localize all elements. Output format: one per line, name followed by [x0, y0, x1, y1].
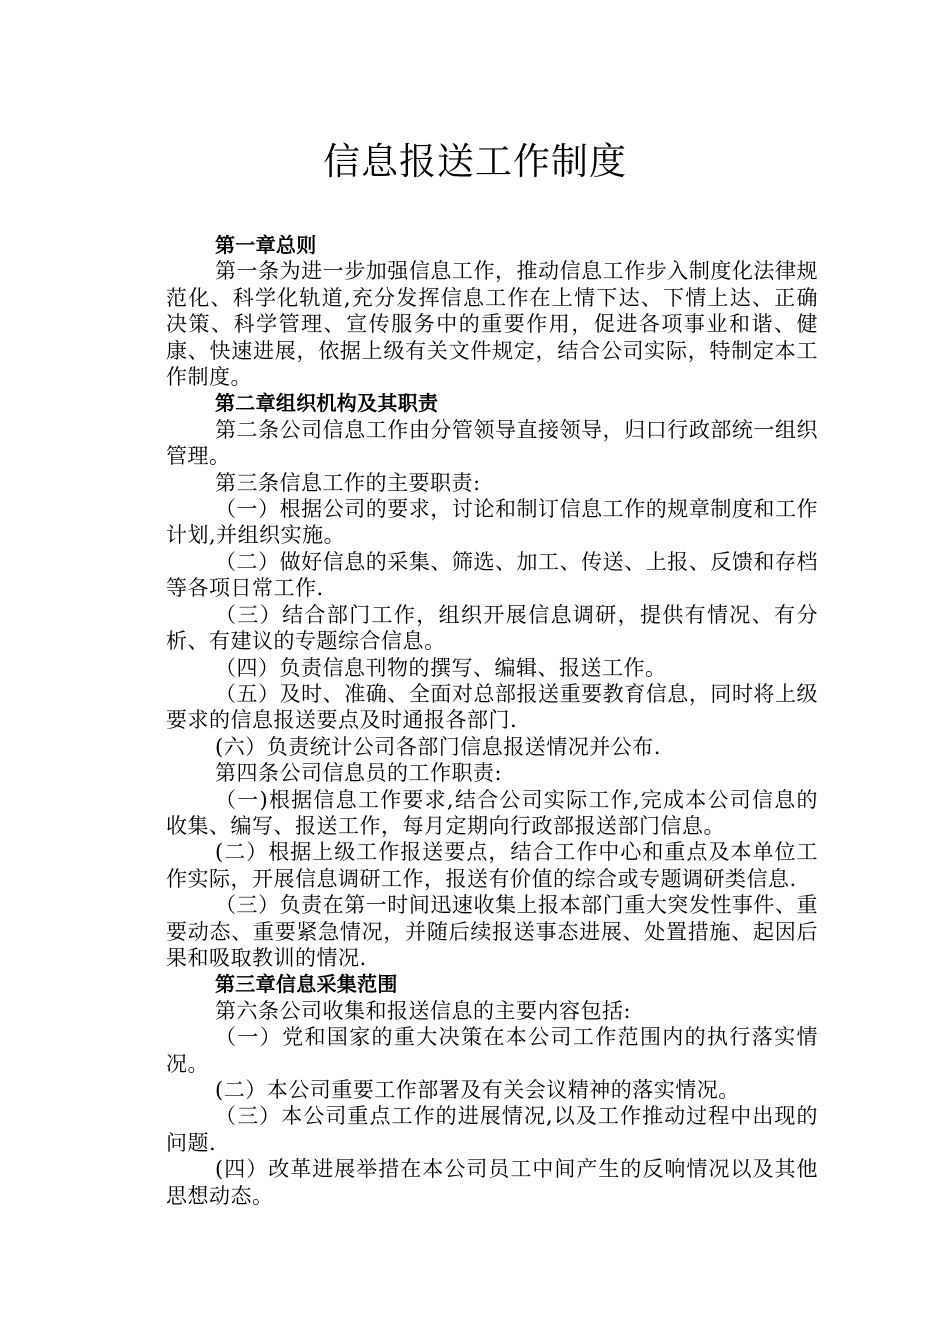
article-6-item-4: (四）改革进展举措在本公司员工中间产生的反响情况以及其他思想动态。: [166, 1157, 818, 1208]
chapter-heading-1: 第一章总则: [215, 233, 317, 257]
article-4-item-3: （三）负责在第一时间迅速收集上报本部门重大突发性事件、重要动态、重要紧急情况，并随后续报送事态进展、处置措施、起因后果和吸取教训的情况.: [166, 893, 818, 970]
article-1: 第一条为进一步加强信息工作，推动信息工作步入制度化法律规范化、科学化轨道,充分发挥信息工作在上情下达、下情上达、正确决策、科学管理、宣传服务中的重要作用，促进各项事业和谐、健康、快速进展，依据上级有关文件规定，结合公司实际，特制定本工作制度。: [166, 259, 818, 390]
article-3: 第三条信息工作的主要职责:: [215, 470, 481, 495]
article-3-item-3: （三）结合部门工作，组织开展信息调研，提供有情况、有分析、有建议的专题综合信息。: [166, 602, 818, 654]
article-6-item-3: （三）本公司重点工作的进展情况,以及工作推动过程中出现的问题.: [166, 1104, 818, 1155]
article-3-item-5: （五）及时、准确、全面对总部报送重要教育信息，同时将上级要求的信息报送要点及时通报各部门.: [166, 681, 818, 733]
document-body: [166, 232, 818, 1209]
article-6: 第六条公司收集和报送信息的主要内容包括:: [215, 998, 632, 1023]
article-4-item-1: （一)根据信息工作要求,结合公司实际工作,完成本公司信息的收集、编写、报送工作，每月定期向行政部报送部门信息。: [166, 787, 818, 838]
article-3-item-6: (六）负责统计公司各部门信息报送情况并公布.: [215, 734, 661, 759]
chapter-heading-3: 第三章信息采集范围: [215, 972, 398, 997]
article-4: 第四条公司信息员的工作职责:: [215, 761, 503, 786]
document-title: 信息报送工作制度: [323, 140, 627, 183]
article-3-item-4: （四）负责信息刊物的撰写、编辑、报送工作。: [215, 655, 667, 680]
article-3-item-2: （二）做好信息的采集、筛选、加工、传送、上报、反馈和存档等各项日常工作.: [166, 549, 818, 601]
article-6-item-2: (二）本公司重要工作部署及有关会议精神的落实情况。: [215, 1078, 740, 1102]
article-2: 第二条公司信息工作由分管领导直接领导，归口行政部统一组织管理。: [166, 417, 818, 469]
article-3-item-1: （一）根据公司的要求，讨论和制订信息工作的规章制度和工作计划,并组织实施。: [166, 497, 818, 548]
article-6-item-1: （一）党和国家的重大决策在本公司工作范围内的执行落实情况。: [166, 1025, 818, 1076]
chapter-heading-2: 第二章组织机构及其职责: [215, 391, 439, 416]
article-4-item-2: (二）根据上级工作报送要点，结合工作中心和重点及本单位工作实际，开展信息调研工作，报送有价值的综合或专题调研类信息.: [166, 840, 818, 891]
